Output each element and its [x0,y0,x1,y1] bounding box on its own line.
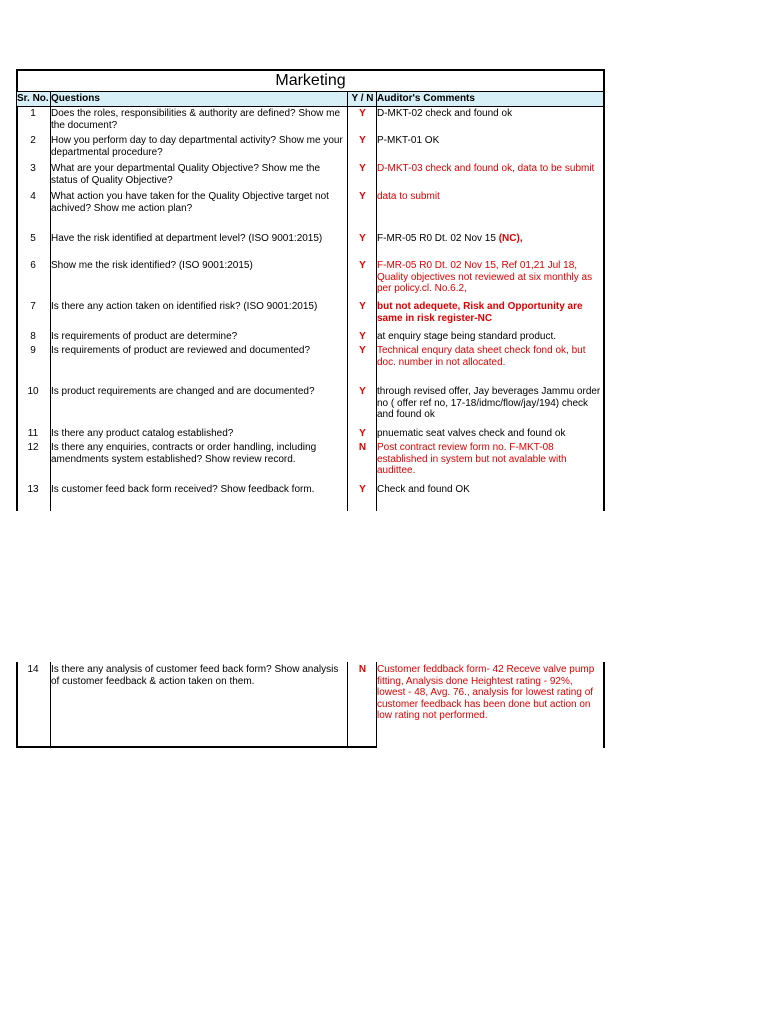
row-11-question: Is there any product catalog established? [51,428,234,439]
row-4-yn: Y [359,191,366,202]
row-12-sr: 12 [27,442,39,453]
row-11-comment: pnuematic seat valves check and found ok [377,428,566,439]
row-5-comment-text: F-MR-05 R0 Dt. 02 Nov 15 [377,233,499,244]
row-8-question: Is requirements of product are determine? [51,331,238,342]
row-7-yn: Y [359,301,366,312]
row-7-comment: but not adequete, Risk and Opportunity are same in risk register-NC [377,301,583,324]
row-10-question: Is product requirements are changed and are documented? [51,386,315,397]
row-12-comment: Post contract review form no. F-MKT-08 established in system but not avalable with audittee. [377,442,567,476]
row-8-comment: at enquiry stage being standard product. [377,331,557,342]
sheet-title: Marketing [275,72,346,89]
row-3-comment: D-MKT-03 check and found ok, data to be submit [377,163,595,174]
row-3-sr: 3 [30,163,36,174]
row-9-yn: Y [359,345,366,356]
row-7-question: Is there any action taken on identified risk? (ISO 9001:2015) [51,301,318,312]
row-12-yn: N [358,442,367,453]
row-1-comment: D-MKT-02 check and found ok [377,108,513,119]
row-6-question: Show me the risk identified? (ISO 9001:2015) [51,260,253,271]
row-2-sr: 2 [30,135,36,146]
row-9-sr: 9 [30,345,36,356]
row-6-sr: 6 [30,260,36,271]
row-2-comment: P-MKT-01 OK [377,135,440,146]
row-3-yn: Y [359,163,366,174]
row-2-question: How you perform day to day departmental activity? Show me your departmental procedure? [51,135,343,158]
row-13-yn: Y [359,484,366,495]
row-4-comment: data to submit [377,191,440,202]
header-divider [16,106,605,107]
row-1-sr: 1 [30,108,36,119]
header-sr: Sr. No. [17,92,51,106]
row-13-sr: 13 [27,484,39,495]
row-10-comment: through revised offer, Jay beverages Jammu order no ( offer ref no, 17-18/idmc/flow/jay/194) check and found ok [377,386,601,420]
row-5-nc-mark: (NC), [498,233,523,244]
row-1-yn: Y [359,108,366,119]
row-8-yn: Y [359,331,366,342]
row-14-comment: Customer feddback form- 42 Receve valve pump fitting, Analysis done Heightest rating - 92%, lowest - 48, Avg. 76., analysis for lowest rating of customer feedback has been done but action on low rating not performed. [377,664,595,721]
lower-border-bottom [16,746,377,748]
border-right [603,69,605,511]
row-6-yn: Y [359,260,366,271]
row-1-question: Does the roles, responsibilities & authority are defined? Show me the document? [51,108,341,131]
row-7-sr: 7 [30,301,36,312]
row-9-comment: Technical enqury data sheet check fond ok, but doc. number in not allocated. [377,345,586,368]
row-14-question: Is there any analysis of customer feed back form? Show analysis of customer feedback & action taken on them. [51,664,339,687]
row-5-sr: 5 [30,233,36,244]
row-3-question: What are your departmental Quality Objective? Show me the status of Quality Objective? [51,163,321,186]
row-5-question: Have the risk identified at department level? (ISO 9001:2015) [51,233,323,244]
row-10-yn: Y [359,386,366,397]
header-comments: Auditor's Comments [377,92,603,106]
lower-border-right [603,662,605,748]
row-8-sr: 8 [30,331,36,342]
row-5-yn: Y [359,233,366,244]
row-4-question: What action you have taken for the Quality Objective target not achived? Show me action plan? [51,191,329,214]
row-11-yn: Y [359,428,366,439]
row-13-comment: Check and found OK [377,484,470,495]
header-yn: Y / N [348,92,377,106]
row-6-comment: F-MR-05 R0 Dt. 02 Nov 15, Ref 01,21 Jul 18, Quality objectives not reviewed at six monthly as per policy.cl. No.6.2, [377,260,593,294]
row-9-question: Is requirements of product are reviewed and documented? [51,345,311,356]
row-14-yn: N [358,664,367,675]
row-10-sr: 10 [27,386,39,397]
row-14-sr: 14 [27,664,39,675]
row-11-sr: 11 [27,428,39,439]
row-5-comment [377,233,603,245]
row-13-question: Is customer feed back form received? Show feedback form. [51,484,315,495]
header-questions: Questions [51,92,348,106]
row-4-sr: 4 [30,191,36,202]
row-12-question: Is there any enquiries, contracts or order handling, including amendments system established? Show review record. [51,442,317,465]
row-2-yn: Y [359,135,366,146]
